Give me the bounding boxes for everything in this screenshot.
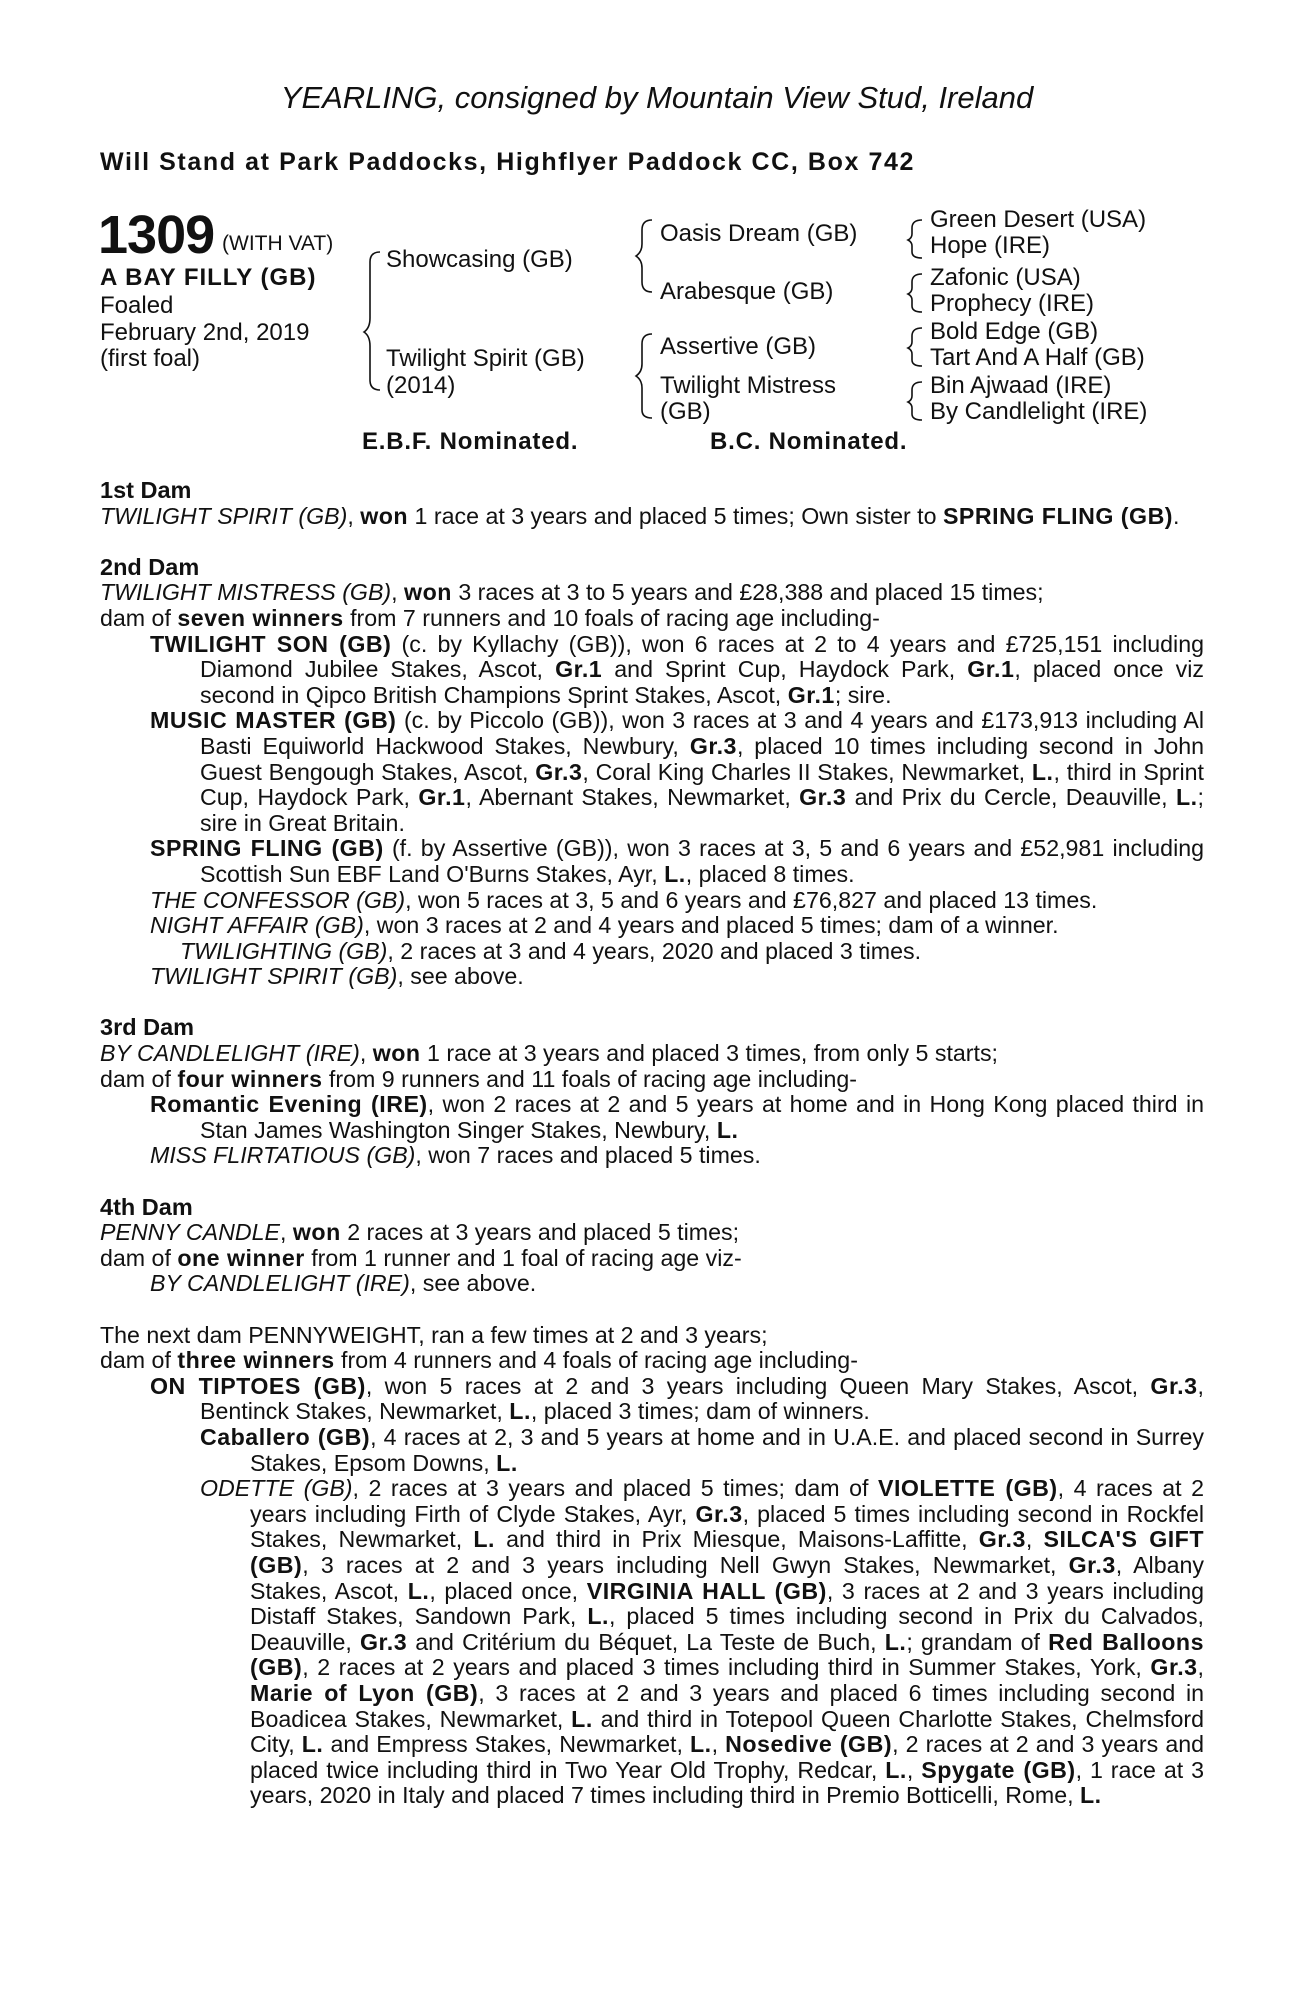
horse-name-italic: TWILIGHT SPIRIT (GB): [150, 963, 398, 990]
bold-text: L.: [664, 860, 686, 887]
record-text: 1 race at 3 years and placed 5 times; Own sister to: [408, 502, 943, 529]
bold-text: seven winners: [177, 604, 344, 631]
bold-text: L.: [1031, 758, 1054, 785]
record-text: and third in Prix Miesque, Maisons-Laffitte,: [494, 1526, 979, 1553]
dd-dam: By Candlelight (IRE): [930, 398, 1148, 425]
dam-section: [100, 1169, 1204, 1297]
record-text: , 3 races at 2 and 3 years and placed 6 times including second in Boadicea Stakes, Newmarket,: [250, 1679, 1204, 1732]
record-paragraph: [100, 1323, 1204, 1349]
bold-text: Gr.1: [418, 784, 466, 811]
record-paragraph: [100, 580, 1204, 606]
foal-note: (first foal): [100, 345, 201, 372]
record-text: 1 race at 3 years and placed 3 times, from only 5 starts;: [420, 1040, 998, 1067]
record-text: , see above.: [409, 1270, 537, 1297]
record-text: , won 5 races at 2 and 3 years including Queen Mary Stakes, Ascot,: [365, 1372, 1151, 1399]
bold-text: L.: [301, 1731, 324, 1758]
record-text: dam of: [100, 1347, 178, 1374]
record-text: and Sprint Cup, Haydock Park,: [602, 656, 968, 683]
bold-text: Nosedive (GB): [725, 1731, 893, 1758]
record-text: , 2 races at 2 years and placed 3 times including third in Summer Stakes, York,: [302, 1654, 1151, 1681]
record-text: , Bentinck Stakes, Newmarket,: [200, 1372, 1204, 1425]
bold-text: Gr.3: [535, 758, 583, 785]
bold-text: Spygate (GB): [921, 1756, 1076, 1783]
bold-text: MUSIC MASTER (GB): [150, 707, 397, 734]
bold-text: SPRING FLING (GB): [942, 502, 1174, 529]
sire-name: Showcasing (GB): [386, 246, 573, 273]
record-paragraph: [100, 1092, 1204, 1143]
brace-gen3-2: [908, 274, 922, 312]
horse-name-italic: BY CANDLELIGHT (IRE): [100, 1040, 360, 1067]
bold-text: L.: [407, 1577, 430, 1604]
record-text: , 4 races at 2, 3 and 5 years at home and in U.A.E. and placed second in Surrey Stakes, Epsom Downs,: [250, 1423, 1205, 1476]
record-paragraph: [100, 1271, 1204, 1297]
ss-sire: Green Desert (USA): [930, 206, 1147, 233]
horse-name-italic: TWILIGHTING (GB): [180, 937, 388, 964]
dam-section: [100, 990, 1204, 1169]
record-text: ; sire.: [834, 681, 892, 708]
record-text: , 3 races at 2 and 3 years including Nell Gwyn Stakes, Newmarket,: [302, 1551, 1069, 1578]
dam-heading: 1st Dam: [100, 477, 192, 503]
dam-year: (2014): [386, 372, 456, 399]
bold-text: L.: [716, 1116, 739, 1143]
bold-text: Gr.3: [978, 1526, 1026, 1553]
record-text: , 3 races at 2 and 3 years including Distaff Stakes, Sandown Park,: [250, 1577, 1204, 1630]
section-spacer: [100, 990, 1204, 1016]
bold-text: three winners: [177, 1347, 335, 1374]
vat-note: (WITH VAT): [222, 232, 334, 255]
brace-gen3-4: [908, 382, 922, 420]
horse-name-italic: BY CANDLELIGHT (IRE): [150, 1270, 410, 1297]
dam-section: [100, 478, 1204, 529]
horse-name-italic: MISS FLIRTATIOUS (GB): [150, 1142, 416, 1169]
stand-location: Will Stand at Park Paddocks, Highflyer Paddock CC, Box 742: [100, 148, 916, 176]
bold-text: Caballero (GB): [200, 1423, 371, 1450]
record-text: ; sire in Great Britain.: [200, 784, 1204, 836]
record-text: , Abernant Stakes, Newmarket,: [465, 784, 800, 811]
record-text: (c. by Kyllachy (GB)), won 6 races at 2 to 4 years and £725,151 including Diamond Jubilee Stakes, Ascot,: [200, 630, 1204, 683]
record-paragraph: [100, 1041, 1204, 1067]
foaled-label: Foaled: [100, 292, 174, 319]
dam-heading: 2nd Dam: [100, 553, 200, 580]
bold-text: won: [292, 1219, 341, 1246]
bold-text: L.: [571, 1705, 593, 1732]
record-text: , won 5 races at 3, 5 and 6 years and £76,827 and placed 13 times.: [405, 886, 1098, 913]
bold-text: Gr.3: [1150, 1372, 1198, 1399]
ds-dam: Tart And A Half (GB): [930, 344, 1145, 371]
bold-text: L.: [1175, 784, 1198, 811]
sire-sire: Oasis Dream (GB): [660, 220, 858, 247]
bold-text: won: [404, 579, 452, 606]
record-text: from 4 runners and 4 foals of racing age including-: [334, 1347, 858, 1374]
horse-name-italic: ODETTE (GB): [200, 1475, 353, 1502]
bold-text: L.: [885, 1756, 907, 1783]
bold-text: Romantic Evening (IRE): [150, 1091, 428, 1118]
foaled-date: February 2nd, 2019: [100, 319, 310, 346]
record-text: ; grandam of: [906, 1628, 1049, 1655]
bold-text: Gr.3: [799, 784, 847, 811]
dam-dam-line2: (GB): [660, 398, 711, 425]
bold-text: ON TIPTOES (GB): [150, 1372, 366, 1399]
bold-text: Gr.1: [967, 656, 1015, 683]
record-text: , won 7 races and placed 5 times.: [415, 1142, 761, 1169]
dd-sire: Bin Ajwaad (IRE): [930, 372, 1112, 399]
dam-section: [100, 1297, 1204, 1809]
record-text: , 2 races at 2 and 3 years and placed twice including third in Two Year Old Trophy, Redcar,: [250, 1731, 1205, 1783]
horse-name-italic: NIGHT AFFAIR (GB): [150, 912, 364, 939]
dam-dam-line1: Twilight Mistress: [660, 372, 837, 399]
bold-text: L.: [884, 1628, 907, 1655]
lot-number: 1309: [98, 205, 215, 265]
record-paragraph: [100, 1143, 1204, 1169]
bold-text: SPRING FLING (GB): [150, 835, 384, 862]
brace-gen3-1: [908, 220, 922, 258]
record-paragraph: [100, 606, 1204, 632]
record-text: 2 races at 3 years and placed 5 times;: [340, 1219, 740, 1246]
record-text: , placed once viz second in Qipco British Champions Sprint Stakes, Ascot,: [200, 656, 1205, 708]
record-text: and Critérium du Béquet, La Teste de Buch,: [407, 1628, 885, 1655]
record-text: ,: [347, 502, 361, 529]
horse-name-italic: TWILIGHT MISTRESS (GB): [100, 579, 392, 606]
record-text: from 7 runners and 10 foals of racing age including-: [343, 604, 880, 631]
bold-text: L.: [587, 1603, 609, 1630]
dam-sire: Assertive (GB): [660, 333, 817, 360]
bold-text: L.: [509, 1398, 531, 1425]
record-text: 3 races at 3 to 5 years and £28,388 and placed 15 times;: [451, 579, 1044, 606]
bold-text: L.: [1080, 1782, 1102, 1809]
record-text: , placed 5 times including second in Rockfel Stakes, Newmarket,: [250, 1500, 1204, 1553]
record-text: , 4 races at 2 years including Firth of Clyde Stakes, Ayr,: [250, 1475, 1204, 1527]
bold-text: Gr.3: [1068, 1551, 1116, 1578]
record-text: , placed 8 times.: [685, 860, 855, 887]
ss-dam: Hope (IRE): [930, 232, 1051, 259]
bold-text: Gr.1: [555, 656, 603, 683]
record-text: (c. by Piccolo (GB)), won 3 races at 3 and 4 years and £173,913 including Al Basti Equiworld Hackwood Stakes, Newbury,: [200, 707, 1204, 759]
record-text: , placed once,: [429, 1577, 587, 1604]
bold-text: L.: [496, 1449, 518, 1476]
record-text: , third in Sprint Cup, Haydock Park,: [200, 758, 1204, 811]
sd-sire: Zafonic (USA): [930, 264, 1081, 291]
record-paragraph: [100, 504, 1204, 530]
record-text: and Empress Stakes, Newmarket,: [323, 1731, 690, 1758]
record-text: , 2 races at 3 and 4 years, 2020 and placed 3 times.: [387, 937, 922, 964]
record-text: ,: [1025, 1526, 1044, 1553]
ds-sire: Bold Edge (GB): [930, 318, 1099, 345]
bold-text: SILCA'S GIFT (GB): [250, 1526, 1205, 1578]
bold-text: Gr.3: [689, 732, 737, 759]
horse-name-italic: TWILIGHT SPIRIT (GB): [100, 502, 348, 529]
record-paragraph: [100, 913, 1204, 939]
record-text: from 9 runners and 11 foals of racing age including-: [322, 1065, 857, 1092]
ebf-nominated: E.B.F. Nominated.: [362, 428, 579, 455]
record-paragraph: [100, 836, 1204, 887]
sd-dam: Prophecy (IRE): [930, 290, 1095, 317]
page-title: YEARLING, consigned by Mountain View Stud, Ireland: [280, 80, 1034, 115]
dam-section: [100, 529, 1204, 990]
record-paragraph: [100, 708, 1204, 836]
bold-text: Gr.3: [695, 1500, 743, 1527]
record-text: dam of: [100, 1065, 178, 1092]
brace-gen3-3: [908, 328, 922, 366]
record-paragraph: [100, 1348, 1204, 1374]
record-text: ,: [359, 1040, 373, 1067]
bold-text: VIOLETTE (GB): [877, 1475, 1058, 1502]
record-paragraph: [100, 964, 1204, 990]
record-paragraph: [100, 1425, 1204, 1476]
record-text: , 1 race at 3 years, 2020 in Italy and placed 7 times including third in Premio Botticelli, Rome,: [250, 1756, 1204, 1809]
record-text: dam of: [100, 604, 178, 631]
record-paragraph: [100, 632, 1204, 709]
record-text: , placed 3 times; dam of winners.: [530, 1398, 870, 1425]
record-text: and third in Totepool Queen Charlotte Stakes, Chelmsford City,: [250, 1705, 1204, 1758]
record-text: from 1 runner and 1 foal of racing age viz-: [304, 1244, 742, 1271]
brace-gen2-sire: [636, 220, 652, 292]
record-paragraph: [100, 888, 1204, 914]
bold-text: L.: [690, 1731, 712, 1758]
record-text: dam of: [100, 1244, 178, 1271]
record-paragraph: [100, 1220, 1204, 1246]
record-paragraph: [100, 1476, 1204, 1809]
record-text: , 2 races at 3 years and placed 5 times; dam of: [352, 1475, 878, 1502]
record-paragraph: [100, 1246, 1204, 1272]
record-paragraph: [100, 1067, 1204, 1093]
record-text: , see above.: [397, 963, 524, 990]
record-text: , won 3 races at 2 and 4 years and placed 5 times; dam of a winner.: [363, 912, 1059, 939]
record-text: ,: [279, 1219, 293, 1246]
bold-text: TWILIGHT SON (GB): [150, 630, 392, 657]
record-text: ,: [1197, 1654, 1204, 1681]
bold-text: L.: [473, 1526, 495, 1553]
bold-text: four winners: [177, 1065, 323, 1092]
bold-text: Gr.3: [359, 1628, 408, 1655]
record-text: and Prix du Cercle, Deauville,: [846, 784, 1176, 811]
bold-text: Gr.1: [787, 681, 835, 708]
bold-text: Gr.3: [1150, 1654, 1198, 1681]
record-text: , Albany Stakes, Ascot,: [250, 1551, 1204, 1604]
brace-gen2-dam: [636, 334, 652, 418]
record-text: , Coral King Charles II Stakes, Newmarket,: [582, 758, 1032, 785]
section-spacer: [100, 1297, 1204, 1323]
record-text: , placed 5 times including second in Prix du Calvados, Deauville,: [250, 1603, 1204, 1655]
section-spacer: [100, 529, 1204, 555]
bold-text: won: [372, 1040, 421, 1067]
bold-text: one winner: [177, 1244, 305, 1271]
bold-text: Red Balloons (GB): [250, 1628, 1204, 1681]
section-spacer: [100, 1169, 1204, 1195]
bold-text: Marie of Lyon (GB): [250, 1679, 479, 1706]
record-paragraph: [100, 939, 1204, 965]
produce-records: [100, 478, 1204, 1809]
record-text: The next dam PENNYWEIGHT, ran a few times at 2 and 3 years;: [100, 1321, 768, 1348]
record-text: ,: [711, 1731, 726, 1758]
lot-name: A BAY FILLY (GB): [100, 264, 317, 291]
record-text: ,: [906, 1756, 922, 1783]
record-text: .: [1173, 502, 1180, 529]
brace-gen1: [364, 252, 380, 390]
dam-heading: 4th Dam: [100, 1193, 193, 1220]
record-paragraph: [100, 1374, 1204, 1425]
record-text: (f. by Assertive (GB)), won 3 races at 3, 5 and 6 years and £52,981 including Scottish Sun EBF Land O'Burns Stakes, Ayr,: [200, 835, 1205, 887]
record-text: ,: [391, 579, 405, 606]
sire-dam: Arabesque (GB): [660, 278, 834, 305]
horse-name-italic: PENNY CANDLE: [100, 1219, 280, 1246]
bc-nominated: B.C. Nominated.: [710, 428, 908, 455]
bold-text: won: [360, 502, 409, 529]
dam-name: Twilight Spirit (GB): [386, 345, 585, 372]
horse-name-italic: THE CONFESSOR (GB): [150, 886, 406, 913]
bold-text: VIRGINIA HALL (GB): [586, 1577, 827, 1604]
record-text: , placed 10 times including second in John Guest Bengough Stakes, Ascot,: [200, 732, 1205, 785]
dam-heading: 3rd Dam: [100, 1014, 195, 1041]
record-text: , won 2 races at 2 and 5 years at home and in Hong Kong placed third in Stan James Washington Singer Stakes, Newbury,: [200, 1091, 1204, 1143]
